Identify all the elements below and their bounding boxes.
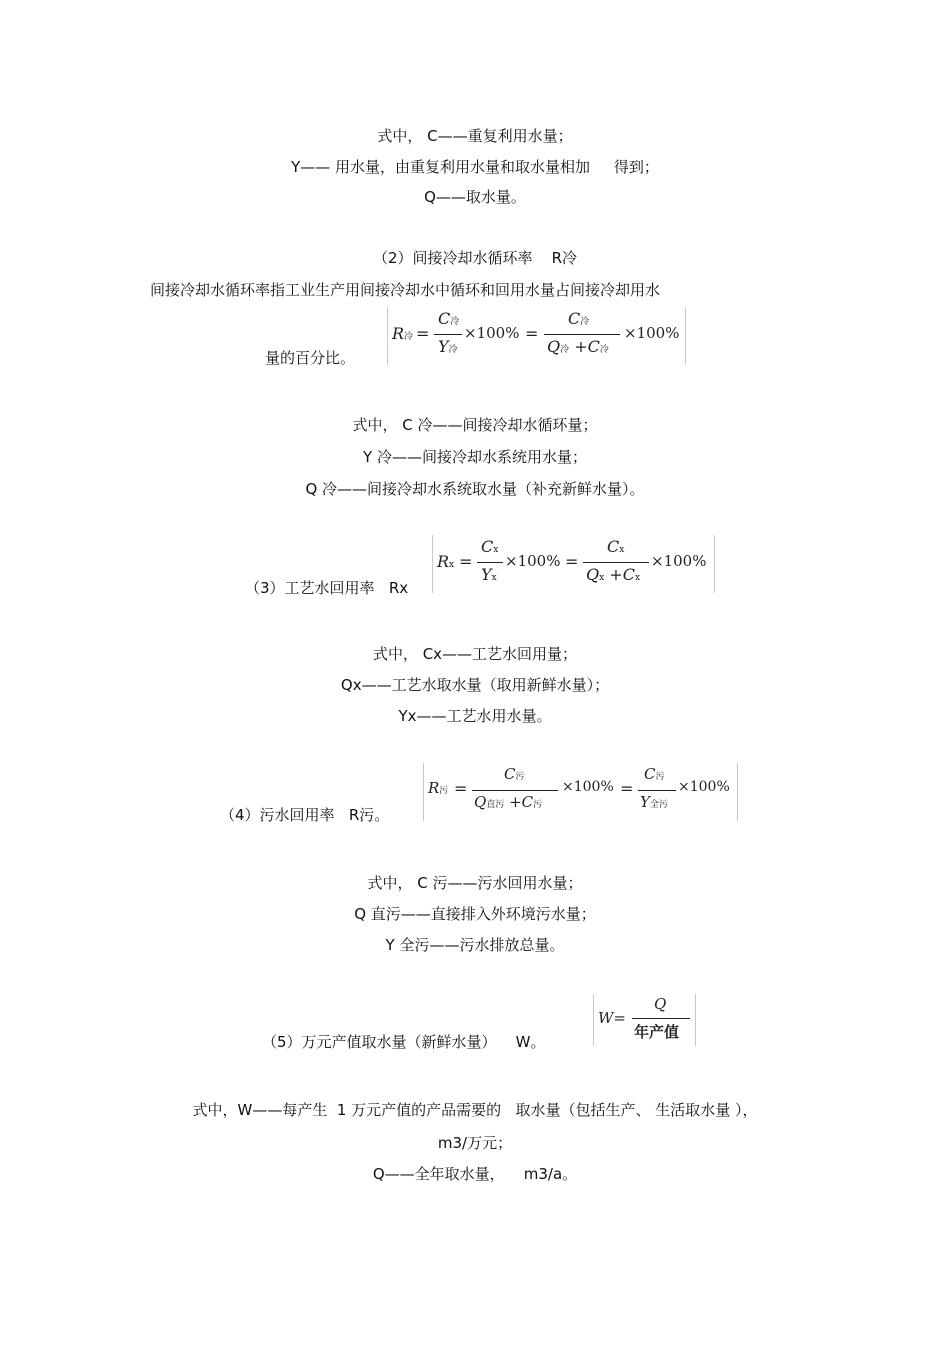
formula-percent-2: ×100% xyxy=(651,552,707,570)
text-line-q-annual: Q——全年取水量， m3/a。 xyxy=(372,1165,578,1183)
text-line-c-waste: 式中， C 污——污水回用水量； xyxy=(367,874,583,892)
formula-percent-1: ×100% xyxy=(464,324,520,342)
formula-lhs: R污 xyxy=(428,779,449,797)
formula-lhs: W= xyxy=(598,1009,626,1027)
formula-percent-1: ×100% xyxy=(562,779,614,795)
text-line-cx: 式中， Cx——工艺水回用量； xyxy=(372,645,578,663)
formula-denominator: 年产值 xyxy=(634,1023,680,1041)
text-line-unit: m3/万元； xyxy=(437,1134,513,1152)
fraction-bar-2 xyxy=(544,334,620,335)
text-line-w-definition: 式中，W——每产生 1 万元产值的产品需要的 取水量（包括生产、 生活取水量 ）， xyxy=(192,1101,758,1119)
formula-equals-2: = xyxy=(620,779,634,798)
formula-equals-2: = xyxy=(565,552,579,571)
formula-process-water-rate xyxy=(432,535,715,593)
formula-water-per-output xyxy=(593,994,696,1046)
formula-denominator-1: Q直污 +C污 xyxy=(474,793,543,811)
formula-percent-1: ×100% xyxy=(505,552,561,570)
text-line-q-direct: Q 直污——直接排入外环境污水量； xyxy=(354,905,596,923)
fraction-bar-1 xyxy=(434,334,462,335)
text-line-c-definition: 式中， C——重复利用水量； xyxy=(377,127,573,145)
formula-equals: = xyxy=(454,779,468,798)
section-description-line2: 量的百分比。 xyxy=(265,349,356,367)
formula-denominator-1: Y冷 xyxy=(438,337,458,356)
formula-lhs: R冷 xyxy=(392,324,414,343)
formula-numerator-2: C污 xyxy=(644,765,665,783)
section-heading-process-water: （3）工艺水回用率 Rx xyxy=(245,579,409,597)
formula-numerator-2: Cx xyxy=(607,537,625,556)
text-line-qx: Qx——工艺水取水量（取用新鲜水量）； xyxy=(340,676,610,694)
formula-lhs: Rx xyxy=(437,552,455,571)
text-line-y-cold: Y 冷——间接冷却水系统用水量； xyxy=(363,448,587,466)
fraction-bar-1 xyxy=(472,790,558,791)
formula-denominator-2: Y全污 xyxy=(640,793,668,811)
formula-numerator-1: C污 xyxy=(504,765,525,783)
formula-numerator-1: Cx xyxy=(481,537,499,556)
formula-numerator: Q xyxy=(654,995,667,1013)
formula-wastewater-rate xyxy=(423,763,738,821)
text-line-q-cold: Q 冷——间接冷却水系统取水量（补充新鲜水量）。 xyxy=(305,480,645,498)
formula-indirect-cooling-rate xyxy=(387,307,686,365)
text-line-q-definition: Q——取水量。 xyxy=(424,188,526,206)
formula-equals-2: = xyxy=(525,324,539,343)
text-line-c-cold: 式中， C 冷——间接冷却水循环量； xyxy=(352,416,598,434)
section-heading-water-per-output: （5）万元产值取水量（新鲜水量） W。 xyxy=(262,1033,546,1051)
formula-denominator-2: Q冷 +C冷 xyxy=(547,337,609,356)
formula-denominator-1: Yx xyxy=(481,565,497,584)
fraction-bar xyxy=(632,1018,690,1019)
formula-percent-2: ×100% xyxy=(624,324,680,342)
text-line-y-total: Y 全污——污水排放总量。 xyxy=(385,936,565,954)
section-heading-wastewater: （4）污水回用率 R污。 xyxy=(220,806,390,824)
section-description-line1: 间接冷却水循环率指工业生产用间接冷却水中循环和回用水量占间接冷却用水 xyxy=(150,281,661,299)
text-line-y-definition: Y—— 用水量，由重复利用水量和取水量相加 得到； xyxy=(291,158,659,176)
formula-numerator-2: C冷 xyxy=(568,309,590,328)
fraction-bar-2 xyxy=(583,562,649,563)
formula-numerator-1: C冷 xyxy=(438,309,460,328)
formula-percent-2: ×100% xyxy=(678,779,730,795)
formula-equals: = xyxy=(459,552,473,571)
formula-equals: = xyxy=(416,324,430,343)
formula-denominator-2: Qx +Cx xyxy=(586,565,641,584)
text-line-yx: Yx——工艺水用水量。 xyxy=(398,707,552,725)
fraction-bar-2 xyxy=(638,790,676,791)
section-heading-indirect-cooling: （2）间接冷却水循环率 R冷 xyxy=(372,249,578,267)
fraction-bar-1 xyxy=(477,562,503,563)
